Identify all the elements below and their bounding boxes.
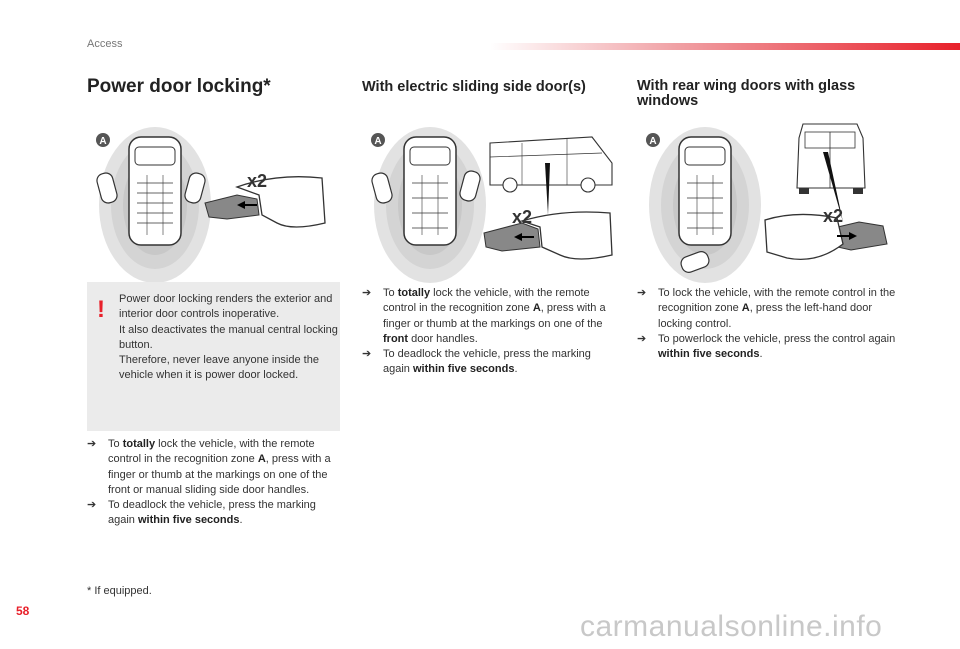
watermark: carmanualsonline.info xyxy=(580,610,883,643)
illustration-front-handle xyxy=(87,123,342,283)
warning-text xyxy=(119,292,339,384)
rear-door-instructions xyxy=(637,286,897,362)
illustration-rear-doors xyxy=(637,118,892,283)
zone-label: A xyxy=(649,136,657,147)
zone-label: A xyxy=(99,136,107,147)
page-number: 58 xyxy=(16,604,30,618)
arrow-bullet-icon: ➔ xyxy=(87,499,97,512)
arrow-bullet-icon: ➔ xyxy=(87,438,97,450)
arrow-bullet-icon: ➔ xyxy=(362,348,372,361)
header-accent-bar xyxy=(490,43,960,50)
pointer-arrow-icon xyxy=(545,163,550,215)
footnote: * If equipped. xyxy=(87,585,152,597)
instruction-item: ➔ To powerlock the vehicle, press the control again within five seconds. xyxy=(637,332,896,361)
instruction-item: ➔ To totally lock the vehicle, with the remote control in the recognition zone A, press with a finger or thumb at the markings on one of the front or manual sliding side door handles. xyxy=(87,438,331,496)
zone-label: A xyxy=(374,136,382,147)
press-twice-label: x2 xyxy=(247,171,268,191)
warning-icon: ! xyxy=(97,296,105,323)
warning-box xyxy=(87,282,340,431)
arrow-bullet-icon: ➔ xyxy=(637,287,647,299)
door-handle-hand-icon xyxy=(484,212,612,259)
sliding-door-title: With electric sliding side door(s) xyxy=(362,79,586,95)
van-top-view-icon xyxy=(679,137,731,245)
warning-line: Therefore, never leave anyone inside the vehicle when it is power door locked. xyxy=(119,354,319,382)
page-title: Power door locking* xyxy=(87,76,271,97)
press-twice-label: x2 xyxy=(823,206,844,226)
illustration-sliding-door xyxy=(362,123,617,283)
van-top-view-icon xyxy=(129,137,181,245)
van-side-view-icon xyxy=(490,137,612,192)
instruction-item: ➔ To deadlock the vehicle, press the marking again within five seconds. xyxy=(362,348,591,376)
arrow-bullet-icon: ➔ xyxy=(637,332,647,345)
press-twice-label: x2 xyxy=(512,207,533,227)
warning-line: It also deactivates the manual central locking button. xyxy=(119,323,338,351)
sliding-door-instructions xyxy=(362,286,617,378)
section-name: Access xyxy=(87,38,123,50)
main-instructions xyxy=(87,437,342,529)
van-rear-view-icon xyxy=(797,124,865,194)
warning-line: Power door locking renders the exterior and interior door controls inoperative. xyxy=(119,293,333,321)
instruction-item: ➔ To deadlock the vehicle, press the marking again within five seconds. xyxy=(87,499,316,527)
instruction-item: ➔ To totally lock the vehicle, with the remote control in the recognition zone A, press with a finger or thumb at the markings on one of the front door handles. xyxy=(362,287,606,345)
rear-door-title: With rear wing doors with glass windows xyxy=(637,78,856,109)
van-top-view-icon xyxy=(404,137,456,245)
arrow-bullet-icon: ➔ xyxy=(362,287,372,299)
instruction-item: ➔ To lock the vehicle, with the remote control in the recognition zone A, press the left-hand door locking control. xyxy=(637,287,896,330)
